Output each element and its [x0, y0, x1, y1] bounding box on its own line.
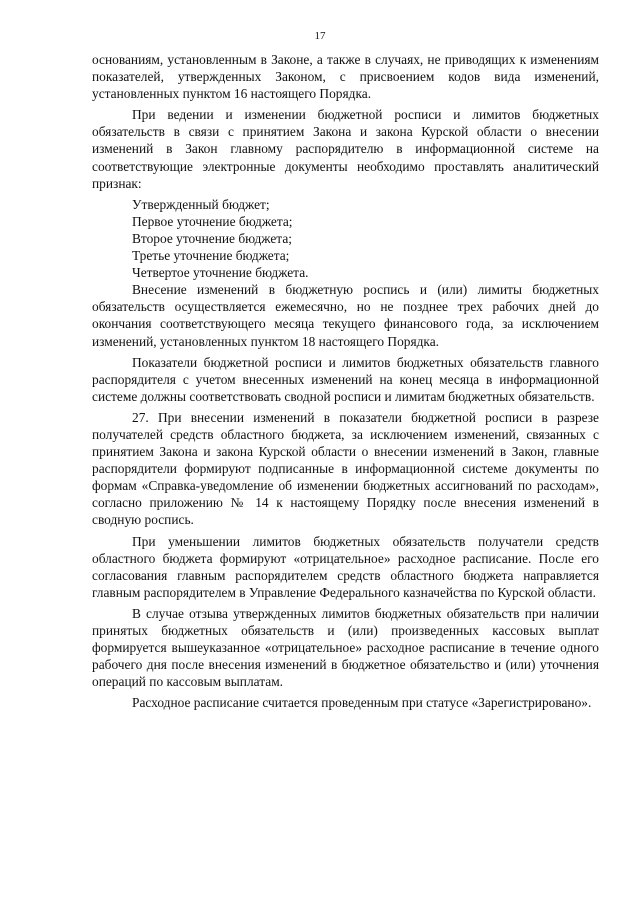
paragraph-indicators: Показатели бюджетной росписи и лимитов бюджетных обязательств главного распорядителя с учетом внесенных изменений на конец месяца в информационной системе должны соответствовать сводной росписи и лимитам бюджетных обязательств. — [92, 354, 599, 404]
page-number: 17 — [314, 30, 326, 42]
list-item: Первое уточнение бюджета; — [132, 213, 293, 229]
list-item: Второе уточнение бюджета; — [132, 230, 292, 246]
list-item: Третье уточнение бюджета; — [132, 248, 290, 264]
list-item: Четвертое уточнение бюджета. — [132, 265, 309, 281]
paragraph-continuation: основаниям, установленным в Законе, а также в случаях, не приводящих к изменениям показателей, утвержденных Законом, с присвоением кодов вида изменений, установленных пунктом 16 настоящего Порядка. — [92, 52, 599, 102]
document-body — [92, 51, 599, 715]
paragraph-limit-withdrawal: В случае отзыва утвержденных лимитов бюджетных обязательств при наличии принятых бюджетных обязательств и (или) произведенных кассовых выплат формируется вышеуказанное «отрицательное» расходное расписание в течение одного рабочего дня после внесения изменений в бюджетное обязательство и (или) уточнения операций по кассовым выплатам. — [92, 605, 599, 690]
paragraph-registered-status: Расходное расписание считается проведенным при статусе «Зарегистрировано». — [132, 695, 592, 711]
list-item: Утвержденный бюджет; — [132, 196, 270, 212]
paragraph-monthly-changes: Внесение изменений в бюджетную роспись и (или) лимиты бюджетных обязательств осуществляется ежемесячно, но не позднее трех рабочих дней до окончания соответствующего месяца текущего финансового года, за исключением изменений, установленных пунктом 18 настоящего Порядка. — [92, 282, 599, 349]
paragraph-limit-reduction: При уменьшении лимитов бюджетных обязательств получатели средств областного бюджета формируют «отрицательное» расходное расписание. После его согласования главным распорядителем средств областного бюджета направляется главным распорядителем в Управление Федерального казначейства по Курской области. — [92, 533, 599, 600]
paragraph-analytic-sign: При ведении и изменении бюджетной росписи и лимитов бюджетных обязательств в связи с принятием Закона и закона Курской области о внесении изменений в Закон главному распорядителю в информационной системе на соответствующие электронные документы необходимо проставлять аналитический признак: — [92, 107, 599, 191]
paragraph-item-27: 27. При внесении изменений в показатели бюджетной росписи в разрезе получателей средств областного бюджета, за исключением изменений, связанных с принятием Закона и закона Курской области о внесении изменений в Закон, главные распорядители формируют подписанные в информационной системе документы по формам «Справка-уведомление об изменении бюджетных ассигнований по расходам», согласно приложению № 14 к настоящему Порядку после внесения изменений в сводную роспись. — [92, 409, 599, 528]
budget-stage-list — [92, 196, 599, 281]
